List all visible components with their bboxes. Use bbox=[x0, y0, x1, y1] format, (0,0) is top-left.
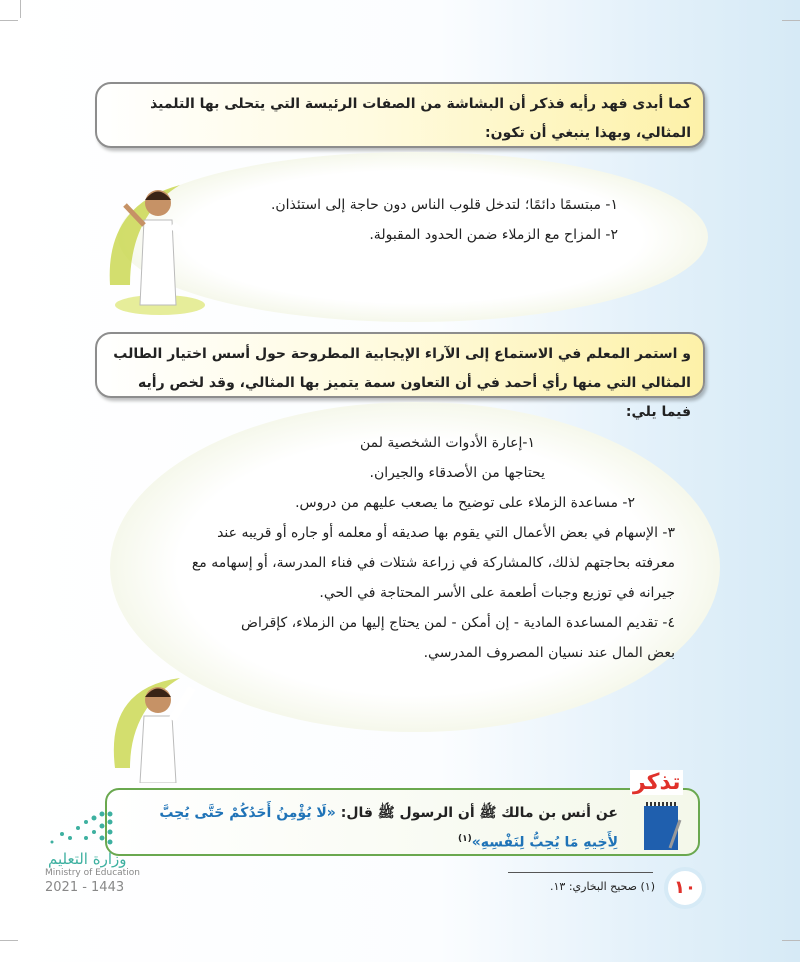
ministry-dots-logo bbox=[22, 808, 117, 848]
intro-box-2 bbox=[95, 332, 705, 420]
remember-intro: عن أنس بن مالك ﷺ أن الرسول ﷺ قال: bbox=[335, 805, 618, 821]
bubble-line: ٢- مساعدة الزملاء على توضيح ما يصعب عليهم من دروس. bbox=[295, 495, 635, 511]
crop-mark bbox=[782, 20, 800, 21]
remember-box bbox=[105, 788, 700, 856]
ministry-english: Ministry of Education bbox=[45, 868, 140, 878]
intro-text-1: كما أبدى فهد رأيه فذكر أن البشاشة من الصفات الرئيسة التي يتحلى بها التلميذ المثالي، وبهذا ينبغي أن تكون: bbox=[150, 96, 691, 141]
bubble-line: ١-إعارة الأدوات الشخصية لمن bbox=[359, 435, 535, 451]
footnote-ref: (١) bbox=[457, 834, 472, 844]
notepad-icon bbox=[640, 800, 686, 852]
bubble-line: بعض المال عند نسيان المصروف المدرسي. bbox=[423, 645, 675, 661]
bubble-line: معرفته بحاجتهم لذلك، كالمشاركة في زراعة شتلات في فناء المدرسة، أو إسهامه مع bbox=[191, 555, 675, 571]
bubble-line: جيرانه في توزيع وجبات أطعمة على الأسر المحتاجة في الحي. bbox=[319, 585, 675, 601]
remember-title: تذكر bbox=[630, 770, 683, 795]
bubble-line: ٣- الإسهام في بعض الأعمال التي يقوم بها صديقه أو معلمه أو جاره أو قريبه عند bbox=[217, 525, 675, 541]
bubble-line: يحتاجها من الأصدقاء والجيران. bbox=[369, 465, 545, 481]
crop-mark bbox=[782, 940, 800, 941]
crop-mark bbox=[0, 940, 18, 941]
footnote: (١) صحيح البخاري: ١٣. bbox=[550, 880, 655, 893]
footnote-divider bbox=[508, 872, 653, 873]
ministry-year: 2021 - 1443 bbox=[45, 880, 125, 895]
crop-mark bbox=[0, 20, 18, 21]
hadith-text: «لَا يُؤْمِنُ أَحَدُكُمْ حَتَّى يُحِبَّ لِأَخِيهِ مَا يُحِبُّ لِنَفْسِهِ» bbox=[159, 805, 618, 851]
student-character-1 bbox=[100, 165, 210, 325]
student-character-2 bbox=[100, 668, 210, 783]
bubble-line: ٤- تقديم المساعدة المادية - إن أمكن - لمن يحتاج إليها من الزملاء، كإقراض bbox=[241, 615, 675, 631]
intro-box-1 bbox=[95, 82, 705, 148]
bubble-item: ٢- المزاح مع الزملاء ضمن الحدود المقبولة. bbox=[369, 227, 618, 243]
bubble-item: ١- مبتسمًا دائمًا؛ لتدخل قلوب الناس دون حاجة إلى استئذان. bbox=[270, 197, 618, 213]
page-number: ١٠ bbox=[664, 867, 706, 909]
intro-text-2: و استمر المعلم في الاستماع إلى الآراء الإيجابية المطروحة حول أسس اختيار الطالب المثالي التي منها رأي أحمد في أن التعاون سمة يتميز بها المثالي، وقد لخص رأيه فيما يلي: bbox=[113, 346, 691, 420]
crop-mark bbox=[20, 0, 21, 18]
ministry-arabic: وزارة التعليم bbox=[48, 850, 127, 868]
